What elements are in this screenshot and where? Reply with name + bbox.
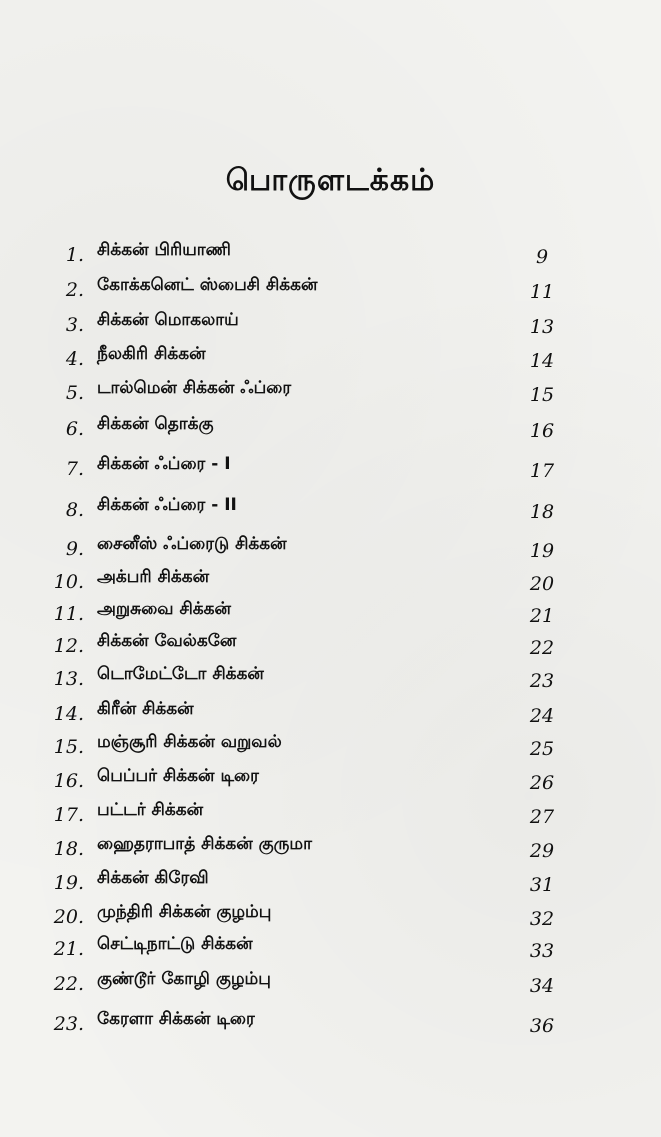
toc-entry bbox=[0, 965, 661, 995]
toc-entry bbox=[0, 271, 661, 301]
toc-entry-number: 5. bbox=[65, 382, 84, 404]
toc-entry-number: 11. bbox=[53, 603, 84, 625]
toc-entry-page: 9 bbox=[535, 246, 549, 268]
toc-entry bbox=[0, 563, 661, 593]
toc-entry-number: 1. bbox=[65, 244, 84, 266]
toc-entry-title: சிக்கன் வேல்கனே bbox=[97, 631, 237, 651]
toc-entry-number: 17. bbox=[53, 804, 84, 826]
toc-entry bbox=[0, 695, 661, 725]
toc-entry bbox=[0, 491, 661, 521]
toc-entry bbox=[0, 530, 661, 560]
toc-entry bbox=[0, 728, 661, 758]
toc-entry-page: 27 bbox=[529, 806, 555, 828]
toc-entry-page: 29 bbox=[529, 840, 555, 862]
toc-entry-title: டொமேட்டோ சிக்கன் bbox=[97, 664, 264, 684]
page-title: பொருளடக்கம் bbox=[225, 163, 436, 198]
toc-entry-page: 23 bbox=[529, 670, 555, 692]
toc-entry-number: 6. bbox=[65, 418, 84, 440]
toc-entry-number: 13. bbox=[53, 668, 84, 690]
toc-entry-number: 10. bbox=[53, 571, 84, 593]
toc-entry-page: 31 bbox=[529, 874, 555, 896]
toc-entry-title: டால்மென் சிக்கன் ஃப்ரை bbox=[97, 378, 292, 398]
toc-entry-number: 4. bbox=[65, 348, 84, 370]
toc-entry-page: 13 bbox=[529, 316, 555, 338]
toc-entry-page: 11 bbox=[529, 281, 555, 303]
toc-entry-number: 8. bbox=[65, 499, 84, 521]
toc-entry-title: செட்டிநாட்டு சிக்கன் bbox=[97, 934, 253, 954]
toc-entry bbox=[0, 930, 661, 960]
toc-entry-number: 22. bbox=[53, 973, 84, 995]
toc-entry bbox=[0, 340, 661, 370]
toc-entry-page: 14 bbox=[529, 350, 555, 372]
toc-entry bbox=[0, 306, 661, 336]
toc-entry-number: 19. bbox=[53, 872, 84, 894]
toc-entry-title: பட்டர் சிக்கன் bbox=[97, 800, 204, 820]
toc-entry bbox=[0, 660, 661, 690]
toc-entry-title: அறுசுவை சிக்கன் bbox=[97, 599, 232, 619]
toc-entry bbox=[0, 627, 661, 657]
toc-entry-number: 18. bbox=[53, 838, 84, 860]
toc-entry-title: சிக்கன் கிரேவி bbox=[97, 868, 209, 888]
toc-entry-page: 19 bbox=[529, 540, 555, 562]
toc-entry-title: சிக்கன் ஃப்ரை - II bbox=[97, 495, 237, 515]
toc-entry-number: 7. bbox=[65, 458, 84, 480]
toc-entry-number: 3. bbox=[65, 314, 84, 336]
toc-entry-title: சிக்கன் தொக்கு bbox=[97, 414, 214, 434]
toc-entry-page: 16 bbox=[529, 420, 555, 442]
toc-entry-title: சைனீஸ் ஃப்ரைடு சிக்கன் bbox=[97, 534, 287, 554]
toc-entry bbox=[0, 410, 661, 440]
toc-entry-number: 12. bbox=[53, 635, 84, 657]
toc-entry bbox=[0, 236, 661, 266]
toc-entry bbox=[0, 595, 661, 625]
toc-entry-title: ஹைதராபாத் சிக்கன் குருமா bbox=[97, 834, 312, 854]
toc-entry-title: சிக்கன் மொகலாய் bbox=[97, 310, 239, 330]
toc-entry-title: முந்திரி சிக்கன் குழம்பு bbox=[97, 902, 272, 922]
toc-entry-number: 14. bbox=[53, 703, 84, 725]
toc-entry-number: 16. bbox=[53, 770, 84, 792]
toc-entry bbox=[0, 1005, 661, 1035]
toc-entry-title: பெப்பர் சிக்கன் டிரை bbox=[97, 766, 259, 786]
toc-entry-title: கிரீன் சிக்கன் bbox=[97, 699, 194, 719]
toc-entry-page: 22 bbox=[529, 637, 555, 659]
toc-entry-page: 32 bbox=[529, 908, 555, 930]
toc-entry-title: கோக்கனெட் ஸ்பைசி சிக்கன் bbox=[97, 275, 318, 295]
toc-entry-page: 21 bbox=[529, 605, 555, 627]
toc-entry-page: 34 bbox=[529, 975, 555, 997]
toc-entry-page: 18 bbox=[529, 501, 555, 523]
toc-entry bbox=[0, 864, 661, 894]
toc-entry-title: நீலகிரி சிக்கன் bbox=[97, 344, 206, 364]
toc-entry-page: 15 bbox=[529, 384, 555, 406]
toc-entry-number: 23. bbox=[53, 1013, 84, 1035]
toc-entry-number: 9. bbox=[65, 538, 84, 560]
toc-entry-title: சிக்கன் ஃப்ரை - I bbox=[97, 454, 231, 474]
toc-entry bbox=[0, 762, 661, 792]
toc-entry-number: 15. bbox=[53, 736, 84, 758]
toc-entry bbox=[0, 830, 661, 860]
toc-entry-page: 20 bbox=[529, 573, 555, 595]
toc-entry bbox=[0, 374, 661, 404]
toc-entry-title: குண்டூர் கோழி குழம்பு bbox=[97, 969, 271, 989]
toc-entry-page: 25 bbox=[529, 738, 555, 760]
toc-entry-title: கேரளா சிக்கன் டிரை bbox=[97, 1009, 255, 1029]
toc-entry-number: 21. bbox=[53, 938, 84, 960]
toc-entry-page: 33 bbox=[529, 940, 555, 962]
toc-entry-title: மஞ்சூரி சிக்கன் வறுவல் bbox=[97, 732, 282, 752]
toc-entry-page: 26 bbox=[529, 772, 555, 794]
toc-entry-page: 24 bbox=[529, 705, 555, 727]
toc-entry bbox=[0, 796, 661, 826]
toc-entry bbox=[0, 450, 661, 480]
toc-entry-title: அக்பரி சிக்கன் bbox=[97, 567, 210, 587]
toc-entry-title: சிக்கன் பிரியாணி bbox=[97, 240, 231, 260]
toc-entry bbox=[0, 898, 661, 928]
toc-entry-number: 20. bbox=[53, 906, 84, 928]
toc-entry-page: 36 bbox=[529, 1015, 555, 1037]
toc-entry-page: 17 bbox=[529, 460, 555, 482]
toc-entry-number: 2. bbox=[65, 279, 84, 301]
